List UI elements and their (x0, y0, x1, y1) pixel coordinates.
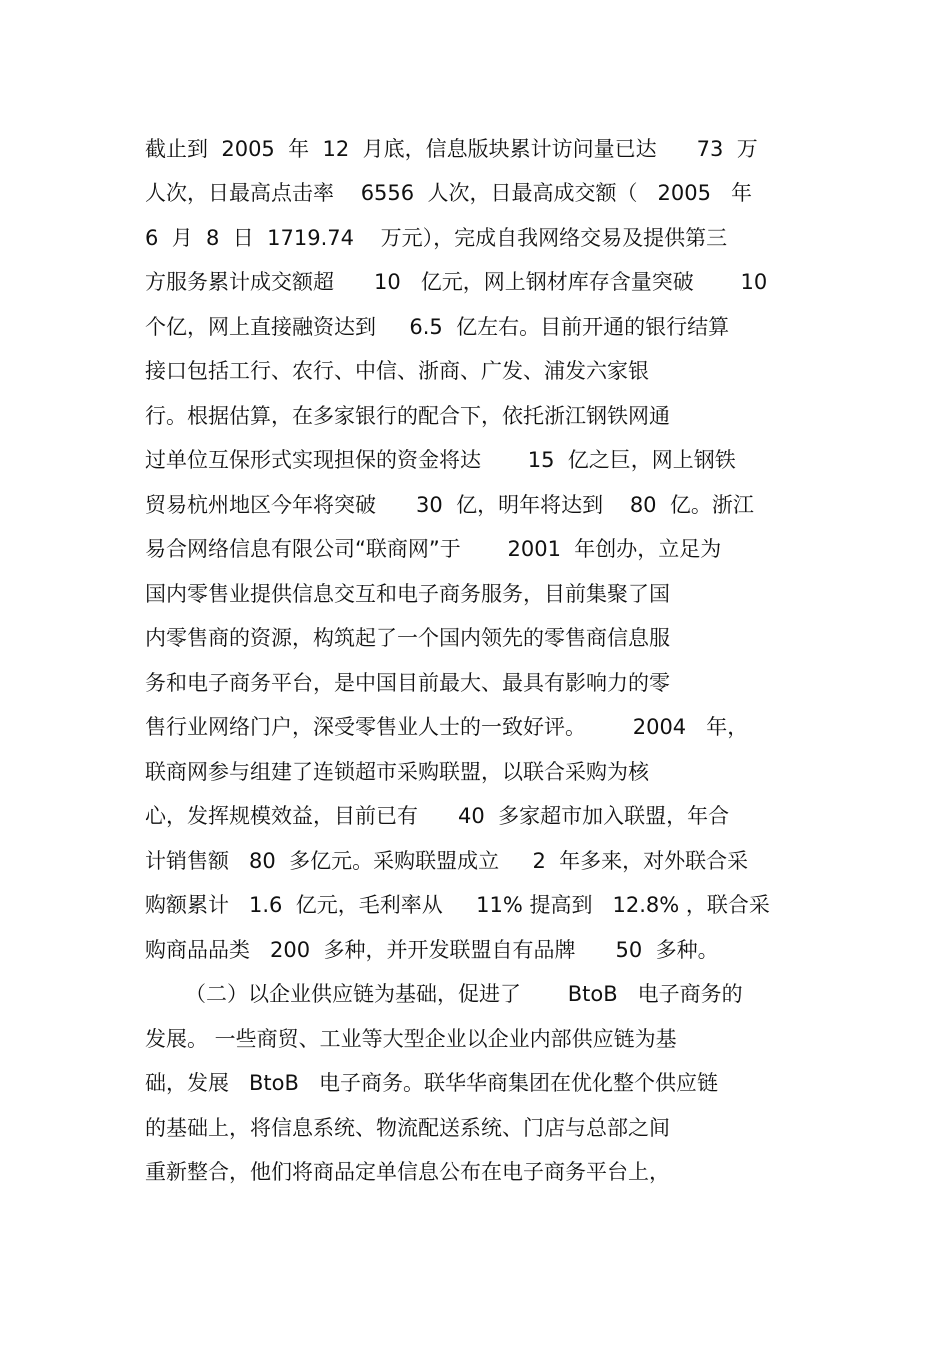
text-line: 截止到 2005 年 12 月底，信息版块累计访问量已达 73 万 (145, 137, 758, 161)
text-line: 国内零售业提供信息交互和电子商务服务，目前集聚了国 (145, 582, 670, 606)
text-line: 务和电子商务平台，是中国目前最大、最具有影响力的零 (145, 671, 670, 695)
text-line: 购额累计 1.6 亿元，毛利率从 11% 提高到 12.8% ，联合采 (145, 893, 770, 917)
text-line: 的基础上，将信息系统、物流配送系统、门店与总部之间 (145, 1116, 670, 1140)
text-line: 过单位互保形式实现担保的资金将达 15 亿之巨，网上钢铁 (145, 448, 736, 472)
text-line: 接口包括工行、农行、中信、浙商、广发、浦发六家银 (145, 359, 649, 383)
text-line: 发展。 一些商贸、工业等大型企业以企业内部供应链为基 (145, 1027, 677, 1051)
text-line: 6 月 8 日 1719.74 万元），完成自我网络交易及提供第三 (145, 226, 728, 250)
text-line: 心，发挥规模效益，目前已有 40 多家超市加入联盟，年合 (145, 804, 730, 828)
text-line: 重新整合，他们将商品定单信息公布在电子商务平台上， (145, 1160, 670, 1184)
text-line: 联商网参与组建了连锁超市采购联盟，以联合采购为核 (145, 760, 649, 784)
text-line: 行。根据估算，在多家银行的配合下，依托浙江钢铁网通 (145, 404, 670, 428)
text-line: 内零售商的资源，构筑起了一个国内领先的零售商信息服 (145, 626, 670, 650)
text-line: 贸易杭州地区今年将突破 30 亿，明年将达到 80 亿。浙江 (145, 493, 754, 517)
text-line: 购商品品类 200 多种，并开发联盟自有品牌 50 多种。 (145, 938, 719, 962)
text-line: 人次，日最高点击率 6556 人次，日最高成交额（ 2005 年 (145, 181, 752, 205)
section-heading-line: （二）以企业供应链为基础，促进了 BtoB 电子商务的 (185, 982, 743, 1006)
text-line: 售行业网络门户，深受零售业人士的一致好评。 2004 年， (145, 715, 749, 739)
text-line: 计销售额 80 多亿元。采购联盟成立 2 年多来，对外联合采 (145, 849, 749, 873)
text-line: 易合网络信息有限公司“联商网”于 2001 年创办，立足为 (145, 537, 722, 561)
text-line: 方服务累计成交额超 10 亿元，网上钢材库存含量突破 10 (145, 270, 768, 294)
text-line: 个亿，网上直接融资达到 6.5 亿左右。目前开通的银行结算 (145, 315, 730, 339)
text-line: 础，发展 BtoB 电子商务。联华华商集团在优化整个供应链 (145, 1071, 718, 1095)
